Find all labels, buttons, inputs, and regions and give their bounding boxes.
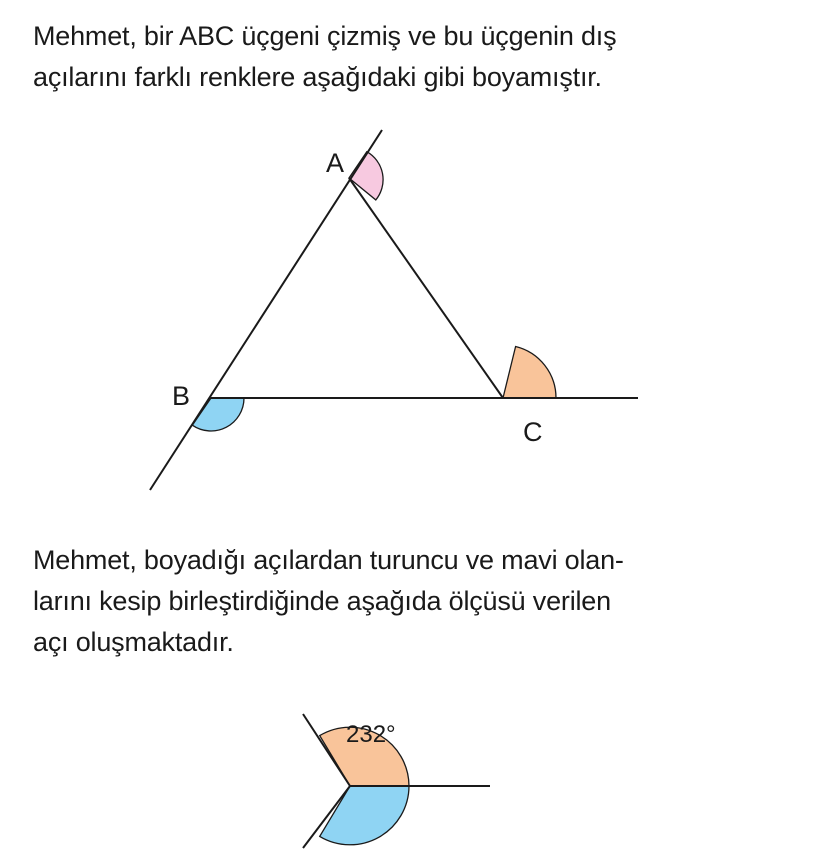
line-a-c	[349, 178, 503, 398]
combined-blue-part	[320, 786, 409, 845]
vertex-label-a: A	[326, 148, 345, 178]
intro-line-2: açılarını farklı renklere aşağıdaki gibi boyamıştır.	[33, 62, 602, 92]
intro-line-1: Mehmet, bir ABC üçgeni çizmiş ve bu üçgenin dış	[33, 21, 617, 51]
question-line-1: Mehmet, boyadığı açılardan turuncu ve mavi olan-	[33, 545, 624, 575]
question-text	[33, 540, 624, 663]
vertex-label-c: C	[523, 417, 543, 447]
combined-angle-figure	[303, 714, 490, 848]
combined-angle-label: 232°	[346, 721, 396, 748]
question-line-2: larını kesip birleştirdiğinde aşağıda ölçüsü verilen	[33, 586, 611, 616]
vertex-label-b: B	[172, 381, 191, 411]
line-through-a-b	[150, 130, 382, 490]
exterior-angle-b	[192, 398, 244, 431]
exterior-angle-c	[503, 347, 556, 399]
triangle-figure	[150, 130, 638, 490]
question-line-3: açı oluşmaktadır.	[33, 627, 234, 657]
exterior-angle-a	[349, 152, 383, 200]
